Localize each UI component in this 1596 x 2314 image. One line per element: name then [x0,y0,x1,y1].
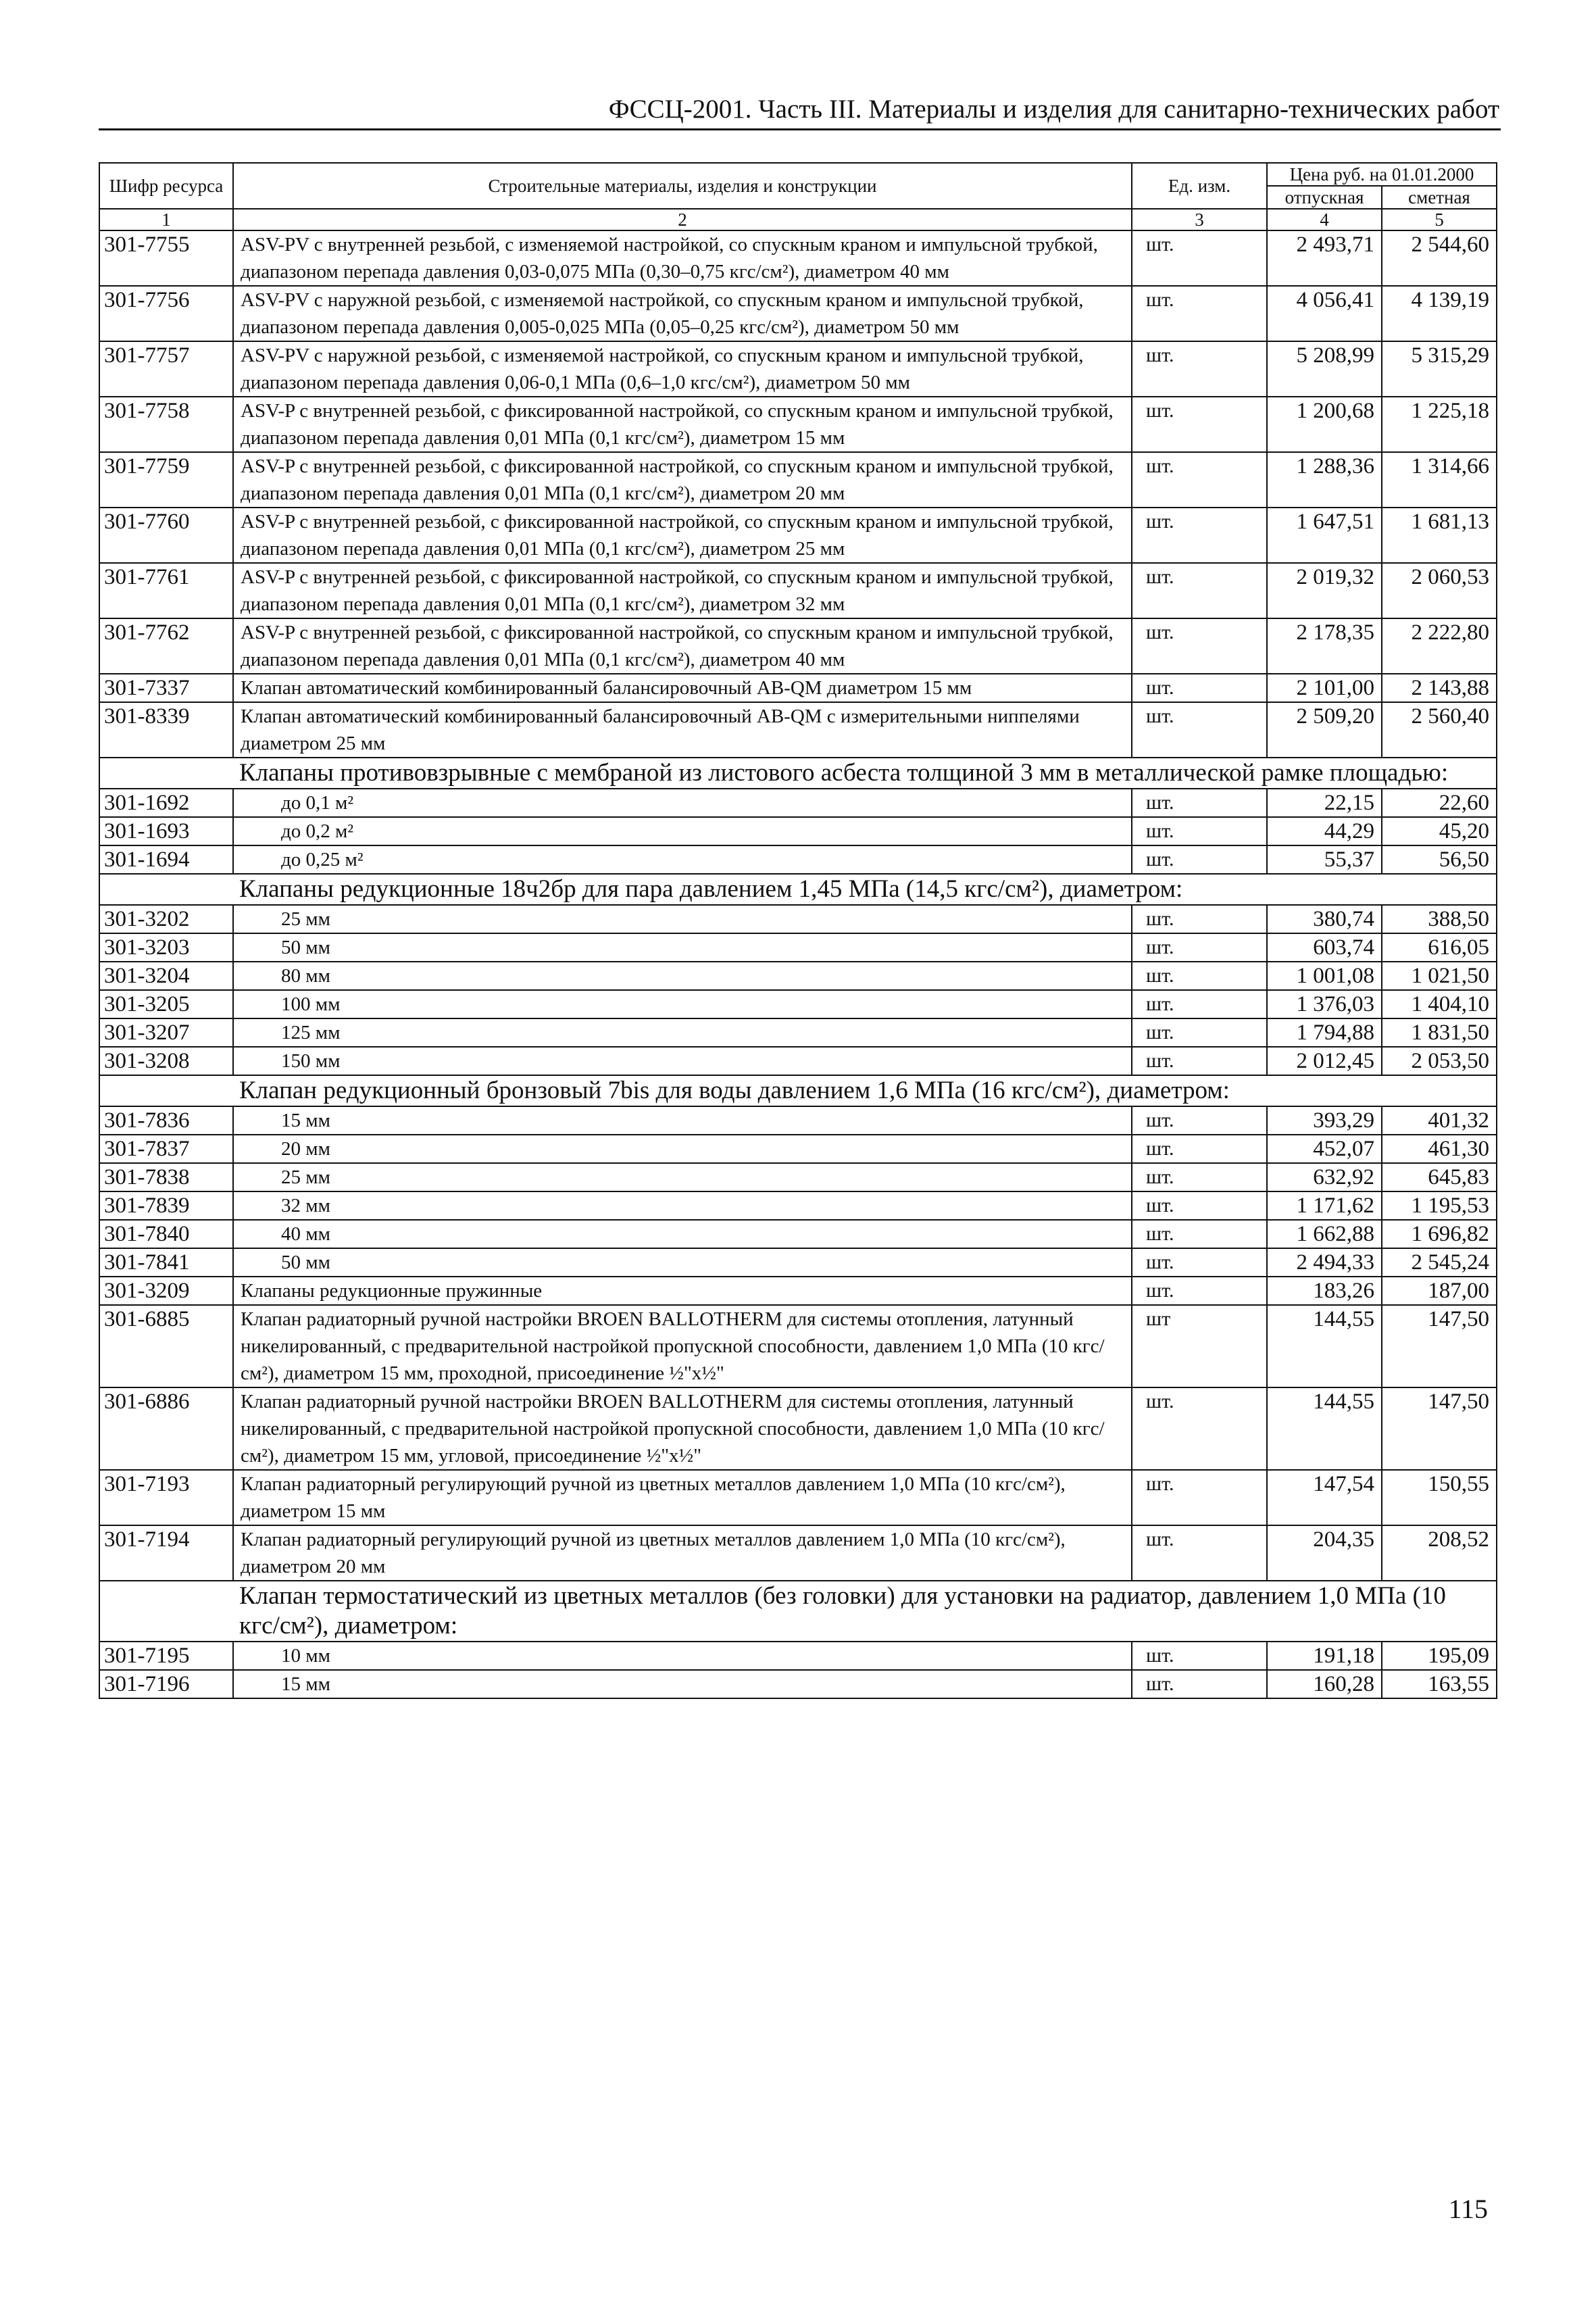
resource-code: 301-7755 [99,230,233,286]
price-estimate: 1 195,53 [1382,1191,1497,1220]
resource-code: 301-8339 [99,702,233,758]
unit: шт. [1132,286,1267,341]
unit: шт [1132,1305,1267,1387]
price-release: 204,35 [1267,1525,1382,1581]
unit: шт. [1132,1163,1267,1191]
unit: шт. [1132,1525,1267,1581]
unit: шт. [1132,1642,1267,1670]
group-heading: Клапан термостатический из цветных металлов (без головки) для установки на радиатор, давлением 1,0 МПа (10 кгс/см²), диаметром: [99,1581,1497,1642]
item-name: Клапан автоматический комбинированный балансировочный AB-QM диаметром 15 мм [233,674,1132,702]
table-row [99,905,1497,933]
table-row [99,990,1497,1018]
resource-code: 301-7761 [99,563,233,618]
unit: шт. [1132,508,1267,563]
price-estimate: 2 143,88 [1382,674,1497,702]
col-header-name: Строительные материалы, изделия и конструкции [233,163,1132,209]
price-estimate: 401,32 [1382,1106,1497,1135]
price-estimate: 616,05 [1382,933,1497,962]
price-release: 160,28 [1267,1670,1382,1698]
group-heading: Клапан редукционный бронзовый 7bis для воды давлением 1,6 МПа (16 кгс/см²), диаметром: [99,1075,1497,1106]
price-estimate: 1 831,50 [1382,1018,1497,1047]
column-number: 3 [1132,209,1267,230]
price-release: 144,55 [1267,1387,1382,1470]
price-estimate: 461,30 [1382,1135,1497,1163]
unit: шт. [1132,230,1267,286]
price-release: 380,74 [1267,905,1382,933]
unit: шт. [1132,1191,1267,1220]
price-estimate: 208,52 [1382,1525,1497,1581]
table-row [99,1047,1497,1075]
column-number: 1 [99,209,233,230]
resource-code: 301-7839 [99,1191,233,1220]
item-name: ASV-P с внутренней резьбой, с фиксированной настройкой, со спускным краном и импульсной трубкой, диапазоном перепада давления 0,01 МПа (0,1 кгс/см²), диаметром 32 мм [233,563,1132,618]
table-row [99,1163,1497,1191]
col-header-price-release: отпускная [1267,186,1382,209]
unit: шт. [1132,1135,1267,1163]
page-header [99,87,1501,130]
price-release: 2 012,45 [1267,1047,1382,1075]
price-release: 632,92 [1267,1163,1382,1191]
price-release: 1 200,68 [1267,397,1382,452]
price-estimate: 2 053,50 [1382,1047,1497,1075]
price-release: 144,55 [1267,1305,1382,1387]
item-name: ASV-PV с наружной резьбой, с изменяемой настройкой, со спускным краном и импульсной трубкой, диапазоном перепада давления 0,005-0,025 МПа (0,05–0,25 кгс/см²), диаметром 50 мм [233,286,1132,341]
resource-code: 301-3204 [99,962,233,990]
resource-code: 301-7836 [99,1106,233,1135]
item-name: 150 мм [233,1047,1132,1075]
item-name: 50 мм [233,933,1132,962]
group-heading-row [99,1075,1497,1106]
price-estimate: 4 139,19 [1382,286,1497,341]
item-name: 32 мм [233,1191,1132,1220]
page-header-title: ФССЦ-2001. Часть III. Материалы и изделия для санитарно-технических работ [608,95,1499,124]
resource-code: 301-1693 [99,817,233,845]
unit: шт. [1132,563,1267,618]
resource-code: 301-3202 [99,905,233,933]
price-release: 1 647,51 [1267,508,1382,563]
price-release: 1 794,88 [1267,1018,1382,1047]
table-row [99,1248,1497,1277]
price-estimate: 1 225,18 [1382,397,1497,452]
column-number: 2 [233,209,1132,230]
resource-code: 301-7756 [99,286,233,341]
column-number: 5 [1382,209,1497,230]
table-row [99,1642,1497,1670]
group-heading-row [99,758,1497,789]
resource-code: 301-7838 [99,1163,233,1191]
price-release: 1 171,62 [1267,1191,1382,1220]
table-row [99,1525,1497,1581]
table-row [99,789,1497,817]
resource-code: 301-3205 [99,990,233,1018]
table-row [99,563,1497,618]
group-heading-row [99,874,1497,905]
price-estimate: 1 681,13 [1382,508,1497,563]
unit: шт. [1132,1047,1267,1075]
table-row [99,702,1497,758]
item-name: ASV-P с внутренней резьбой, с фиксированной настройкой, со спускным краном и импульсной трубкой, диапазоном перепада давления 0,01 МПа (0,1 кгс/см²), диаметром 40 мм [233,618,1132,674]
price-estimate: 2 222,80 [1382,618,1497,674]
item-name: 100 мм [233,990,1132,1018]
price-estimate: 2 060,53 [1382,563,1497,618]
unit: шт. [1132,1470,1267,1525]
price-estimate: 2 560,40 [1382,702,1497,758]
price-release: 1 376,03 [1267,990,1382,1018]
table-header [99,163,1497,230]
group-heading: Клапаны редукционные 18ч2бр для пара давлением 1,45 МПа (14,5 кгс/см²), диаметром: [99,874,1497,905]
item-name: 25 мм [233,905,1132,933]
item-name: ASV-P с внутренней резьбой, с фиксированной настройкой, со спускным краном и импульсной трубкой, диапазоном перепада давления 0,01 МПа (0,1 кгс/см²), диаметром 25 мм [233,508,1132,563]
price-release: 191,18 [1267,1642,1382,1670]
resource-code: 301-7196 [99,1670,233,1698]
item-name: до 0,2 м² [233,817,1132,845]
item-name: Клапаны редукционные пружинные [233,1277,1132,1305]
price-release: 55,37 [1267,845,1382,874]
item-name: ASV-P с внутренней резьбой, с фиксированной настройкой, со спускным краном и импульсной трубкой, диапазоном перепада давления 0,01 МПа (0,1 кгс/см²), диаметром 20 мм [233,452,1132,508]
price-estimate: 2 545,24 [1382,1248,1497,1277]
col-header-unit: Ед. изм. [1132,163,1267,209]
price-estimate: 195,09 [1382,1642,1497,1670]
resource-code: 301-6885 [99,1305,233,1387]
resource-code: 301-7841 [99,1248,233,1277]
resource-code: 301-3207 [99,1018,233,1047]
price-estimate: 1 314,66 [1382,452,1497,508]
item-name: Клапан радиаторный регулирующий ручной из цветных металлов давлением 1,0 МПа (10 кгс/см²), диаметром 15 мм [233,1470,1132,1525]
price-table [99,162,1497,1699]
price-release: 1 288,36 [1267,452,1382,508]
table-row [99,1018,1497,1047]
table-row [99,452,1497,508]
item-name: 40 мм [233,1220,1132,1248]
item-name: 15 мм [233,1670,1132,1698]
price-estimate: 2 544,60 [1382,230,1497,286]
unit: шт. [1132,1670,1267,1698]
table-body [99,230,1497,1698]
table-row [99,1135,1497,1163]
price-estimate: 1 696,82 [1382,1220,1497,1248]
unit: шт. [1132,1387,1267,1470]
group-heading-row [99,1581,1497,1642]
price-release: 603,74 [1267,933,1382,962]
resource-code: 301-3203 [99,933,233,962]
resource-code: 301-7195 [99,1642,233,1670]
col-header-code: Шифр ресурса [99,163,233,209]
table-row [99,397,1497,452]
price-release: 2 493,71 [1267,230,1382,286]
item-name: ASV-P с внутренней резьбой, с фиксированной настройкой, со спускным краном и импульсной трубкой, диапазоном перепада давления 0,01 МПа (0,1 кгс/см²), диаметром 15 мм [233,397,1132,452]
price-release: 2 178,35 [1267,618,1382,674]
resource-code: 301-7757 [99,341,233,397]
resource-code: 301-1694 [99,845,233,874]
price-release: 2 494,33 [1267,1248,1382,1277]
price-estimate: 163,55 [1382,1670,1497,1698]
price-estimate: 22,60 [1382,789,1497,817]
table-row [99,286,1497,341]
column-number: 4 [1267,209,1382,230]
resource-code: 301-7760 [99,508,233,563]
unit: шт. [1132,1248,1267,1277]
unit: шт. [1132,1018,1267,1047]
price-release: 2 019,32 [1267,563,1382,618]
price-release: 393,29 [1267,1106,1382,1135]
unit: шт. [1132,990,1267,1018]
table-row [99,1470,1497,1525]
unit: шт. [1132,341,1267,397]
resource-code: 301-7337 [99,674,233,702]
price-release: 1 001,08 [1267,962,1382,990]
resource-code: 301-7762 [99,618,233,674]
table-row [99,817,1497,845]
unit: шт. [1132,845,1267,874]
table-row [99,1387,1497,1470]
item-name: до 0,1 м² [233,789,1132,817]
table-row [99,1305,1497,1387]
resource-code: 301-3208 [99,1047,233,1075]
item-name: ASV-PV с внутренней резьбой, с изменяемой настройкой, со спускным краном и импульсной трубкой, диапазоном перепада давления 0,03-0,075 МПа (0,30–0,75 кгс/см²), диаметром 40 мм [233,230,1132,286]
unit: шт. [1132,1277,1267,1305]
item-name: Клапан радиаторный регулирующий ручной из цветных металлов давлением 1,0 МПа (10 кгс/см²), диаметром 20 мм [233,1525,1132,1581]
price-estimate: 5 315,29 [1382,341,1497,397]
price-release: 44,29 [1267,817,1382,845]
unit: шт. [1132,962,1267,990]
item-name: Клапан радиаторный ручной настройки BROEN BALLOTHERM для системы отопления, латунный никелированный, с предварительной настройкой пропускной способности, давлением 1,0 МПа (10 кгс/см²), диаметром 15 мм, проходной, присоединение ½"x½" [233,1305,1132,1387]
unit: шт. [1132,905,1267,933]
price-estimate: 1 021,50 [1382,962,1497,990]
price-release: 452,07 [1267,1135,1382,1163]
price-release: 183,26 [1267,1277,1382,1305]
unit: шт. [1132,933,1267,962]
col-header-price-group: Цена руб. на 01.01.2000 [1267,163,1497,186]
price-estimate: 147,50 [1382,1387,1497,1470]
resource-code: 301-7193 [99,1470,233,1525]
resource-code: 301-1692 [99,789,233,817]
table-row [99,508,1497,563]
unit: шт. [1132,702,1267,758]
unit: шт. [1132,817,1267,845]
unit: шт. [1132,789,1267,817]
resource-code: 301-6886 [99,1387,233,1470]
column-number-row [99,209,1497,230]
unit: шт. [1132,397,1267,452]
item-name: 20 мм [233,1135,1132,1163]
price-release: 2 509,20 [1267,702,1382,758]
price-release: 1 662,88 [1267,1220,1382,1248]
item-name: ASV-PV с наружной резьбой, с изменяемой настройкой, со спускным краном и импульсной трубкой, диапазоном перепада давления 0,06-0,1 МПа (0,6–1,0 кгс/см²), диаметром 50 мм [233,341,1132,397]
price-estimate: 147,50 [1382,1305,1497,1387]
item-name: Клапан автоматический комбинированный балансировочный AB-QM с измерительными ниппелями диаметром 25 мм [233,702,1132,758]
price-estimate: 187,00 [1382,1277,1497,1305]
resource-code: 301-7837 [99,1135,233,1163]
table-row [99,933,1497,962]
item-name: Клапан радиаторный ручной настройки BROEN BALLOTHERM для системы отопления, латунный никелированный, с предварительной настройкой пропускной способности, давлением 1,0 МПа (10 кгс/см²), диаметром 15 мм, угловой, присоединение ½"x½" [233,1387,1132,1470]
resource-code: 301-7758 [99,397,233,452]
page-number: 115 [1448,2194,1488,2224]
table-row [99,845,1497,874]
group-heading: Клапаны противовзрывные с мембраной из листового асбеста толщиной 3 мм в металлической рамке площадью: [99,758,1497,789]
unit: шт. [1132,1106,1267,1135]
table-row [99,230,1497,286]
resource-code: 301-7194 [99,1525,233,1581]
table-row [99,962,1497,990]
price-estimate: 645,83 [1382,1163,1497,1191]
price-estimate: 45,20 [1382,817,1497,845]
price-estimate: 388,50 [1382,905,1497,933]
price-release: 22,15 [1267,789,1382,817]
price-release: 5 208,99 [1267,341,1382,397]
unit: шт. [1132,452,1267,508]
table-row [99,1106,1497,1135]
price-release: 2 101,00 [1267,674,1382,702]
price-estimate: 1 404,10 [1382,990,1497,1018]
table-row [99,1220,1497,1248]
resource-code: 301-7759 [99,452,233,508]
price-estimate: 150,55 [1382,1470,1497,1525]
table-row [99,1277,1497,1305]
item-name: 50 мм [233,1248,1132,1277]
item-name: 80 мм [233,962,1132,990]
unit: шт. [1132,1220,1267,1248]
price-release: 4 056,41 [1267,286,1382,341]
table-row [99,1191,1497,1220]
item-name: 15 мм [233,1106,1132,1135]
item-name: 10 мм [233,1642,1132,1670]
item-name: 125 мм [233,1018,1132,1047]
table-row [99,618,1497,674]
price-estimate: 56,50 [1382,845,1497,874]
resource-code: 301-7840 [99,1220,233,1248]
unit: шт. [1132,618,1267,674]
table-row [99,1670,1497,1698]
unit: шт. [1132,674,1267,702]
resource-code: 301-3209 [99,1277,233,1305]
item-name: до 0,25 м² [233,845,1132,874]
table-row [99,674,1497,702]
col-header-price-estimate: сметная [1382,186,1497,209]
price-release: 147,54 [1267,1470,1382,1525]
table-row [99,341,1497,397]
item-name: 25 мм [233,1163,1132,1191]
